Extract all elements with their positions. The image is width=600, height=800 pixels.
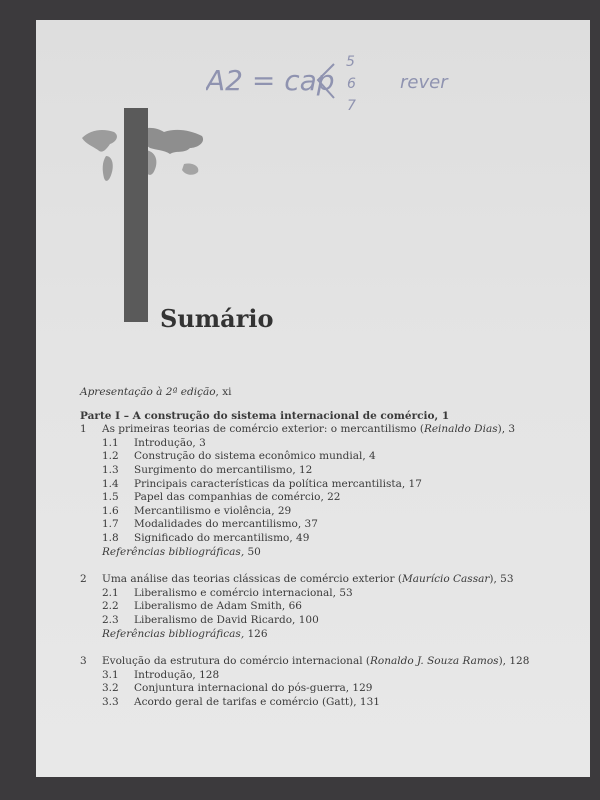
section-title: Modalidades do mercantilismo <box>134 518 298 531</box>
section-number: 3.2 <box>102 682 119 695</box>
intro-entry: Apresentação à 2ª edição, xi <box>80 386 232 398</box>
section-entry: 2.2 Liberalismo de Adam Smith, 66 <box>102 600 302 613</box>
chapter-title: As primeiras teorias de comércio exterior: o mercantilismo <box>102 423 417 436</box>
handwritten-number-6: 6 <box>347 76 356 92</box>
section-title: Introdução <box>134 436 193 449</box>
section-page: 22 <box>327 491 341 504</box>
section-entry: 1.2 Construção do sistema econômico mundial, 4 <box>102 450 376 463</box>
section-page: 4 <box>369 450 376 463</box>
intro-page: xi <box>222 386 232 398</box>
handwritten-word: rever <box>400 72 448 93</box>
section-page: 29 <box>277 504 292 517</box>
part-label: Parte I – A construção do sistema internacional de comércio <box>80 409 435 422</box>
chapter-number: 3 <box>80 655 87 668</box>
section-number: 1.7 <box>102 518 119 531</box>
section-number: 1.3 <box>102 463 119 476</box>
references-page: 126 <box>247 627 268 640</box>
page-title: Sumário <box>160 304 274 333</box>
section-number: 3.1 <box>102 668 119 681</box>
section-title: Principais características da política mercantilista <box>134 477 402 490</box>
section-entry: 1.8 Significado do mercantilismo, 49 <box>102 531 310 544</box>
references-label: Referências bibliográficas <box>102 545 241 558</box>
chapter-title: Evolução da estrutura do comércio internacional <box>102 655 363 668</box>
section-entry: 1.5 Papel das companhias de comércio, 22 <box>102 491 341 504</box>
table-of-contents <box>80 386 580 709</box>
section-page: 3 <box>199 436 206 449</box>
chapter-page: 53 <box>500 573 514 586</box>
chapter-number: 2 <box>80 573 87 586</box>
section-title: Papel das companhias de comércio <box>134 491 321 504</box>
section-entry: 3.1 Introdução, 128 <box>102 668 220 681</box>
section-title: Liberalismo de Adam Smith <box>134 600 282 613</box>
intro-label: Apresentação à 2ª edição <box>80 386 216 398</box>
section-title: Surgimento do mercantilismo <box>134 463 293 476</box>
chapter-entry: 3 Evolução da estrutura do comércio internacional (Ronaldo J. Souza Ramos), 128 <box>80 655 530 668</box>
section-entry: 1.4 Principais características da política mercantilista, 17 <box>102 477 422 490</box>
references-label: Referências bibliográficas <box>102 627 241 640</box>
handwritten-note <box>206 48 506 118</box>
section-page: 17 <box>408 477 422 490</box>
section-page: 66 <box>288 600 302 613</box>
section-title: Conjuntura internacional do pós-guerra <box>134 682 346 695</box>
section-number: 2.3 <box>102 613 119 626</box>
section-title: Liberalismo e comércio internacional <box>134 586 333 599</box>
chapter-author: Maurício Cassar <box>401 573 490 586</box>
chapter-entry: 1 As primeiras teorias de comércio exterior: o mercantilismo (Reinaldo Dias), 3 <box>80 423 516 436</box>
section-page: 37 <box>304 518 318 531</box>
chapter-marker-bar <box>124 108 148 322</box>
section-page: 129 <box>352 682 373 695</box>
section-entry: 1.1 Introdução, 3 <box>102 436 206 449</box>
section-page: 100 <box>298 613 319 626</box>
section-title: Introdução <box>134 668 193 681</box>
handwritten-number-7: 7 <box>347 98 356 114</box>
section-number: 2.2 <box>102 600 119 613</box>
section-number: 1.5 <box>102 491 119 504</box>
chapter-title: Uma análise das teorias clássicas de comércio exterior <box>102 573 395 586</box>
references-entry: Referências bibliográficas, 126 <box>102 627 268 640</box>
section-title: Construção do sistema econômico mundial <box>134 450 363 463</box>
section-page: 131 <box>359 695 380 708</box>
section-entry: 2.3 Liberalismo de David Ricardo, 100 <box>102 613 319 626</box>
section-page: 49 <box>296 531 310 544</box>
chapter-page: 128 <box>509 655 530 668</box>
section-number: 1.8 <box>102 531 119 544</box>
section-title: Mercantilismo e violência <box>134 504 272 517</box>
chapter-page: 3 <box>508 423 516 436</box>
section-entry: 1.6 Mercantilismo e violência, 29 <box>102 504 292 517</box>
references-page: 50 <box>247 545 261 558</box>
section-page: 128 <box>199 668 220 681</box>
section-number: 1.6 <box>102 504 119 517</box>
section-page: 12 <box>299 463 313 476</box>
section-entry: 1.7 Modalidades do mercantilismo, 37 <box>102 518 318 531</box>
section-title: Significado do mercantilismo <box>134 531 290 544</box>
section-number: 2.1 <box>102 586 119 599</box>
handwritten-number-5: 5 <box>346 54 355 70</box>
section-page: 53 <box>339 586 353 599</box>
section-number: 1.2 <box>102 450 119 463</box>
part-heading: Parte I – A construção do sistema internacional de comércio, 1 <box>80 409 450 422</box>
section-title: Acordo geral de tarifas e comércio (Gatt) <box>134 695 354 708</box>
chapter-author: Ronaldo J. Souza Ramos <box>370 655 499 668</box>
section-entry: 3.3 Acordo geral de tarifas e comércio (Gatt), 131 <box>102 695 380 708</box>
part-page: 1 <box>441 409 450 422</box>
chapter-author: Reinaldo Dias <box>423 423 498 436</box>
section-title: Liberalismo de David Ricardo <box>134 613 293 626</box>
chapter-entry: 2 Uma análise das teorias clássicas de comércio exterior (Maurício Cassar), 53 <box>80 573 514 586</box>
references-entry: Referências bibliográficas, 50 <box>102 545 261 558</box>
section-number: 1.4 <box>102 477 119 490</box>
handwritten-note-text: A2 = cap <box>206 64 335 97</box>
section-entry: 2.1 Liberalismo e comércio internacional, 53 <box>102 586 353 599</box>
chapter-number: 1 <box>80 423 87 436</box>
section-number: 3.3 <box>102 695 119 708</box>
book-page <box>36 20 590 777</box>
section-entry: 3.2 Conjuntura internacional do pós-guerra, 129 <box>102 682 373 695</box>
section-number: 1.1 <box>102 436 119 449</box>
section-entry: 1.3 Surgimento do mercantilismo, 12 <box>102 463 313 476</box>
